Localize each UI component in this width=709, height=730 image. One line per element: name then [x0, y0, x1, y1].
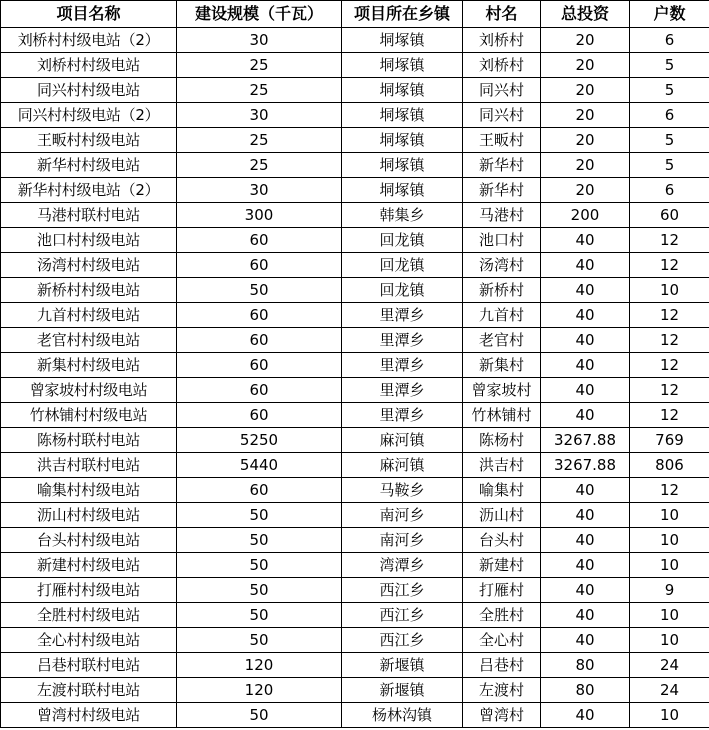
capacity-cell: 50 — [177, 628, 342, 653]
header-village: 村名 — [463, 1, 541, 28]
capacity-cell: 60 — [177, 228, 342, 253]
village-cell: 马港村 — [463, 203, 541, 228]
households-cell: 806 — [630, 453, 709, 478]
households-cell: 10 — [630, 603, 709, 628]
table-row — [1, 428, 709, 453]
table-row — [1, 403, 709, 428]
township-cell: 垌塚镇 — [342, 178, 463, 203]
investment-cell: 40 — [541, 353, 630, 378]
households-cell: 10 — [630, 528, 709, 553]
township-cell: 垌塚镇 — [342, 28, 463, 53]
village-cell: 竹林铺村 — [463, 403, 541, 428]
township-cell: 马鞍乡 — [342, 478, 463, 503]
households-cell: 24 — [630, 678, 709, 703]
township-cell: 麻河镇 — [342, 453, 463, 478]
investment-cell: 3267.88 — [541, 453, 630, 478]
header-capacity: 建设规模（千瓦） — [177, 1, 342, 28]
header-investment: 总投资 — [541, 1, 630, 28]
capacity-cell: 60 — [177, 378, 342, 403]
investment-cell: 40 — [541, 628, 630, 653]
capacity-cell: 50 — [177, 553, 342, 578]
households-cell: 12 — [630, 378, 709, 403]
capacity-cell: 5440 — [177, 453, 342, 478]
township-cell: 里潭乡 — [342, 378, 463, 403]
table-row — [1, 178, 709, 203]
investment-cell: 40 — [541, 228, 630, 253]
households-cell: 5 — [630, 78, 709, 103]
table-row — [1, 278, 709, 303]
capacity-cell: 60 — [177, 403, 342, 428]
investment-cell: 40 — [541, 328, 630, 353]
investment-cell: 20 — [541, 78, 630, 103]
table-body — [1, 28, 709, 728]
township-cell: 西江乡 — [342, 603, 463, 628]
project-name-cell: 九首村村级电站 — [1, 303, 177, 328]
township-cell: 新堰镇 — [342, 653, 463, 678]
table-row — [1, 553, 709, 578]
village-cell: 新华村 — [463, 178, 541, 203]
village-cell: 同兴村 — [463, 78, 541, 103]
households-cell: 12 — [630, 303, 709, 328]
capacity-cell: 5250 — [177, 428, 342, 453]
project-name-cell: 新桥村村级电站 — [1, 278, 177, 303]
table-row — [1, 653, 709, 678]
households-cell: 12 — [630, 328, 709, 353]
households-cell: 6 — [630, 28, 709, 53]
village-cell: 喻集村 — [463, 478, 541, 503]
investment-cell: 40 — [541, 528, 630, 553]
project-name-cell: 台头村村级电站 — [1, 528, 177, 553]
village-cell: 沥山村 — [463, 503, 541, 528]
project-name-cell: 打雁村村级电站 — [1, 578, 177, 603]
village-cell: 台头村 — [463, 528, 541, 553]
project-name-cell: 左渡村联村电站 — [1, 678, 177, 703]
village-cell: 王畈村 — [463, 128, 541, 153]
project-name-cell: 新建村村级电站 — [1, 553, 177, 578]
township-cell: 回龙镇 — [342, 228, 463, 253]
township-cell: 垌塚镇 — [342, 78, 463, 103]
capacity-cell: 25 — [177, 78, 342, 103]
households-cell: 6 — [630, 103, 709, 128]
project-name-cell: 王畈村村级电站 — [1, 128, 177, 153]
table-row — [1, 678, 709, 703]
village-cell: 新建村 — [463, 553, 541, 578]
project-name-cell: 洪吉村联村电站 — [1, 453, 177, 478]
investment-cell: 40 — [541, 253, 630, 278]
capacity-cell: 25 — [177, 128, 342, 153]
investment-cell: 40 — [541, 603, 630, 628]
header-households: 户数 — [630, 1, 709, 28]
investment-cell: 40 — [541, 703, 630, 728]
investment-cell: 40 — [541, 578, 630, 603]
project-name-cell: 汤湾村村级电站 — [1, 253, 177, 278]
township-cell: 回龙镇 — [342, 278, 463, 303]
investment-cell: 80 — [541, 678, 630, 703]
project-name-cell: 新华村村级电站 — [1, 153, 177, 178]
header-row — [1, 1, 709, 28]
investment-cell: 3267.88 — [541, 428, 630, 453]
project-name-cell: 同兴村村级电站（2） — [1, 103, 177, 128]
village-cell: 曾湾村 — [463, 703, 541, 728]
capacity-cell: 50 — [177, 528, 342, 553]
households-cell: 24 — [630, 653, 709, 678]
investment-cell: 40 — [541, 278, 630, 303]
township-cell: 南河乡 — [342, 528, 463, 553]
households-cell: 5 — [630, 128, 709, 153]
project-name-cell: 喻集村村级电站 — [1, 478, 177, 503]
table-row — [1, 53, 709, 78]
project-name-cell: 马港村联村电站 — [1, 203, 177, 228]
investment-cell: 40 — [541, 553, 630, 578]
table-row — [1, 353, 709, 378]
table-row — [1, 228, 709, 253]
project-name-cell: 新集村村级电站 — [1, 353, 177, 378]
village-cell: 新集村 — [463, 353, 541, 378]
investment-cell: 40 — [541, 478, 630, 503]
investment-cell: 20 — [541, 128, 630, 153]
capacity-cell: 30 — [177, 178, 342, 203]
capacity-cell: 50 — [177, 578, 342, 603]
households-cell: 5 — [630, 153, 709, 178]
township-cell: 垌塚镇 — [342, 53, 463, 78]
table-row — [1, 378, 709, 403]
township-cell: 南河乡 — [342, 503, 463, 528]
project-name-cell: 老官村村级电站 — [1, 328, 177, 353]
village-cell: 洪吉村 — [463, 453, 541, 478]
table-row — [1, 28, 709, 53]
village-cell: 汤湾村 — [463, 253, 541, 278]
capacity-cell: 120 — [177, 653, 342, 678]
township-cell: 回龙镇 — [342, 253, 463, 278]
investment-cell: 40 — [541, 503, 630, 528]
project-name-cell: 曾家坡村村级电站 — [1, 378, 177, 403]
households-cell: 60 — [630, 203, 709, 228]
project-name-cell: 吕巷村联村电站 — [1, 653, 177, 678]
table-row — [1, 103, 709, 128]
investment-cell: 20 — [541, 153, 630, 178]
households-cell: 6 — [630, 178, 709, 203]
village-cell: 全心村 — [463, 628, 541, 653]
township-cell: 里潭乡 — [342, 303, 463, 328]
table-row — [1, 578, 709, 603]
table-row — [1, 628, 709, 653]
capacity-cell: 60 — [177, 353, 342, 378]
investment-cell: 40 — [541, 403, 630, 428]
project-name-cell: 全胜村村级电站 — [1, 603, 177, 628]
project-name-cell: 曾湾村村级电站 — [1, 703, 177, 728]
households-cell: 769 — [630, 428, 709, 453]
village-cell: 池口村 — [463, 228, 541, 253]
township-cell: 韩集乡 — [342, 203, 463, 228]
households-cell: 10 — [630, 553, 709, 578]
township-cell: 里潭乡 — [342, 353, 463, 378]
households-cell: 5 — [630, 53, 709, 78]
header-township: 项目所在乡镇 — [342, 1, 463, 28]
households-cell: 10 — [630, 628, 709, 653]
households-cell: 10 — [630, 703, 709, 728]
village-cell: 九首村 — [463, 303, 541, 328]
table-row — [1, 203, 709, 228]
capacity-cell: 120 — [177, 678, 342, 703]
project-name-cell: 刘桥村村级电站 — [1, 53, 177, 78]
village-cell: 老官村 — [463, 328, 541, 353]
table-row — [1, 478, 709, 503]
households-cell: 12 — [630, 228, 709, 253]
village-cell: 刘桥村 — [463, 53, 541, 78]
capacity-cell: 50 — [177, 603, 342, 628]
households-cell: 12 — [630, 353, 709, 378]
township-cell: 湾潭乡 — [342, 553, 463, 578]
investment-cell: 20 — [541, 28, 630, 53]
village-cell: 新华村 — [463, 153, 541, 178]
capacity-cell: 50 — [177, 278, 342, 303]
table-row — [1, 453, 709, 478]
households-cell: 12 — [630, 478, 709, 503]
investment-cell: 200 — [541, 203, 630, 228]
village-cell: 全胜村 — [463, 603, 541, 628]
table-row — [1, 153, 709, 178]
village-cell: 刘桥村 — [463, 28, 541, 53]
village-cell: 吕巷村 — [463, 653, 541, 678]
township-cell: 垌塚镇 — [342, 128, 463, 153]
investment-cell: 80 — [541, 653, 630, 678]
investment-cell: 20 — [541, 103, 630, 128]
investment-cell: 20 — [541, 178, 630, 203]
capacity-cell: 60 — [177, 328, 342, 353]
capacity-cell: 30 — [177, 103, 342, 128]
township-cell: 杨林沟镇 — [342, 703, 463, 728]
township-cell: 麻河镇 — [342, 428, 463, 453]
table-row — [1, 503, 709, 528]
investment-cell: 20 — [541, 53, 630, 78]
capacity-cell: 60 — [177, 478, 342, 503]
investment-cell: 40 — [541, 303, 630, 328]
village-cell: 打雁村 — [463, 578, 541, 603]
township-cell: 里潭乡 — [342, 403, 463, 428]
capacity-cell: 25 — [177, 153, 342, 178]
township-cell: 西江乡 — [342, 578, 463, 603]
project-name-cell: 同兴村村级电站 — [1, 78, 177, 103]
project-name-cell: 陈杨村联村电站 — [1, 428, 177, 453]
capacity-cell: 25 — [177, 53, 342, 78]
households-cell: 12 — [630, 403, 709, 428]
project-name-cell: 全心村村级电站 — [1, 628, 177, 653]
capacity-cell: 60 — [177, 303, 342, 328]
township-cell: 垌塚镇 — [342, 103, 463, 128]
table-row — [1, 328, 709, 353]
capacity-cell: 300 — [177, 203, 342, 228]
table-row — [1, 528, 709, 553]
project-name-cell: 刘桥村村级电站（2） — [1, 28, 177, 53]
households-cell: 9 — [630, 578, 709, 603]
table-row — [1, 703, 709, 728]
table-row — [1, 253, 709, 278]
investment-cell: 40 — [541, 378, 630, 403]
project-name-cell: 竹林铺村村级电站 — [1, 403, 177, 428]
capacity-cell: 50 — [177, 703, 342, 728]
project-name-cell: 沥山村村级电站 — [1, 503, 177, 528]
township-cell: 新堰镇 — [342, 678, 463, 703]
households-cell: 12 — [630, 253, 709, 278]
table-row — [1, 603, 709, 628]
village-cell: 新桥村 — [463, 278, 541, 303]
households-cell: 10 — [630, 503, 709, 528]
capacity-cell: 50 — [177, 503, 342, 528]
township-cell: 垌塚镇 — [342, 153, 463, 178]
households-cell: 10 — [630, 278, 709, 303]
table-row — [1, 78, 709, 103]
table-row — [1, 128, 709, 153]
header-project-name: 项目名称 — [1, 1, 177, 28]
village-cell: 曾家坡村 — [463, 378, 541, 403]
township-cell: 西江乡 — [342, 628, 463, 653]
capacity-cell: 30 — [177, 28, 342, 53]
table-row — [1, 303, 709, 328]
village-cell: 左渡村 — [463, 678, 541, 703]
project-name-cell: 新华村村级电站（2） — [1, 178, 177, 203]
township-cell: 里潭乡 — [342, 328, 463, 353]
village-cell: 陈杨村 — [463, 428, 541, 453]
capacity-cell: 60 — [177, 253, 342, 278]
project-name-cell: 池口村村级电站 — [1, 228, 177, 253]
village-cell: 同兴村 — [463, 103, 541, 128]
